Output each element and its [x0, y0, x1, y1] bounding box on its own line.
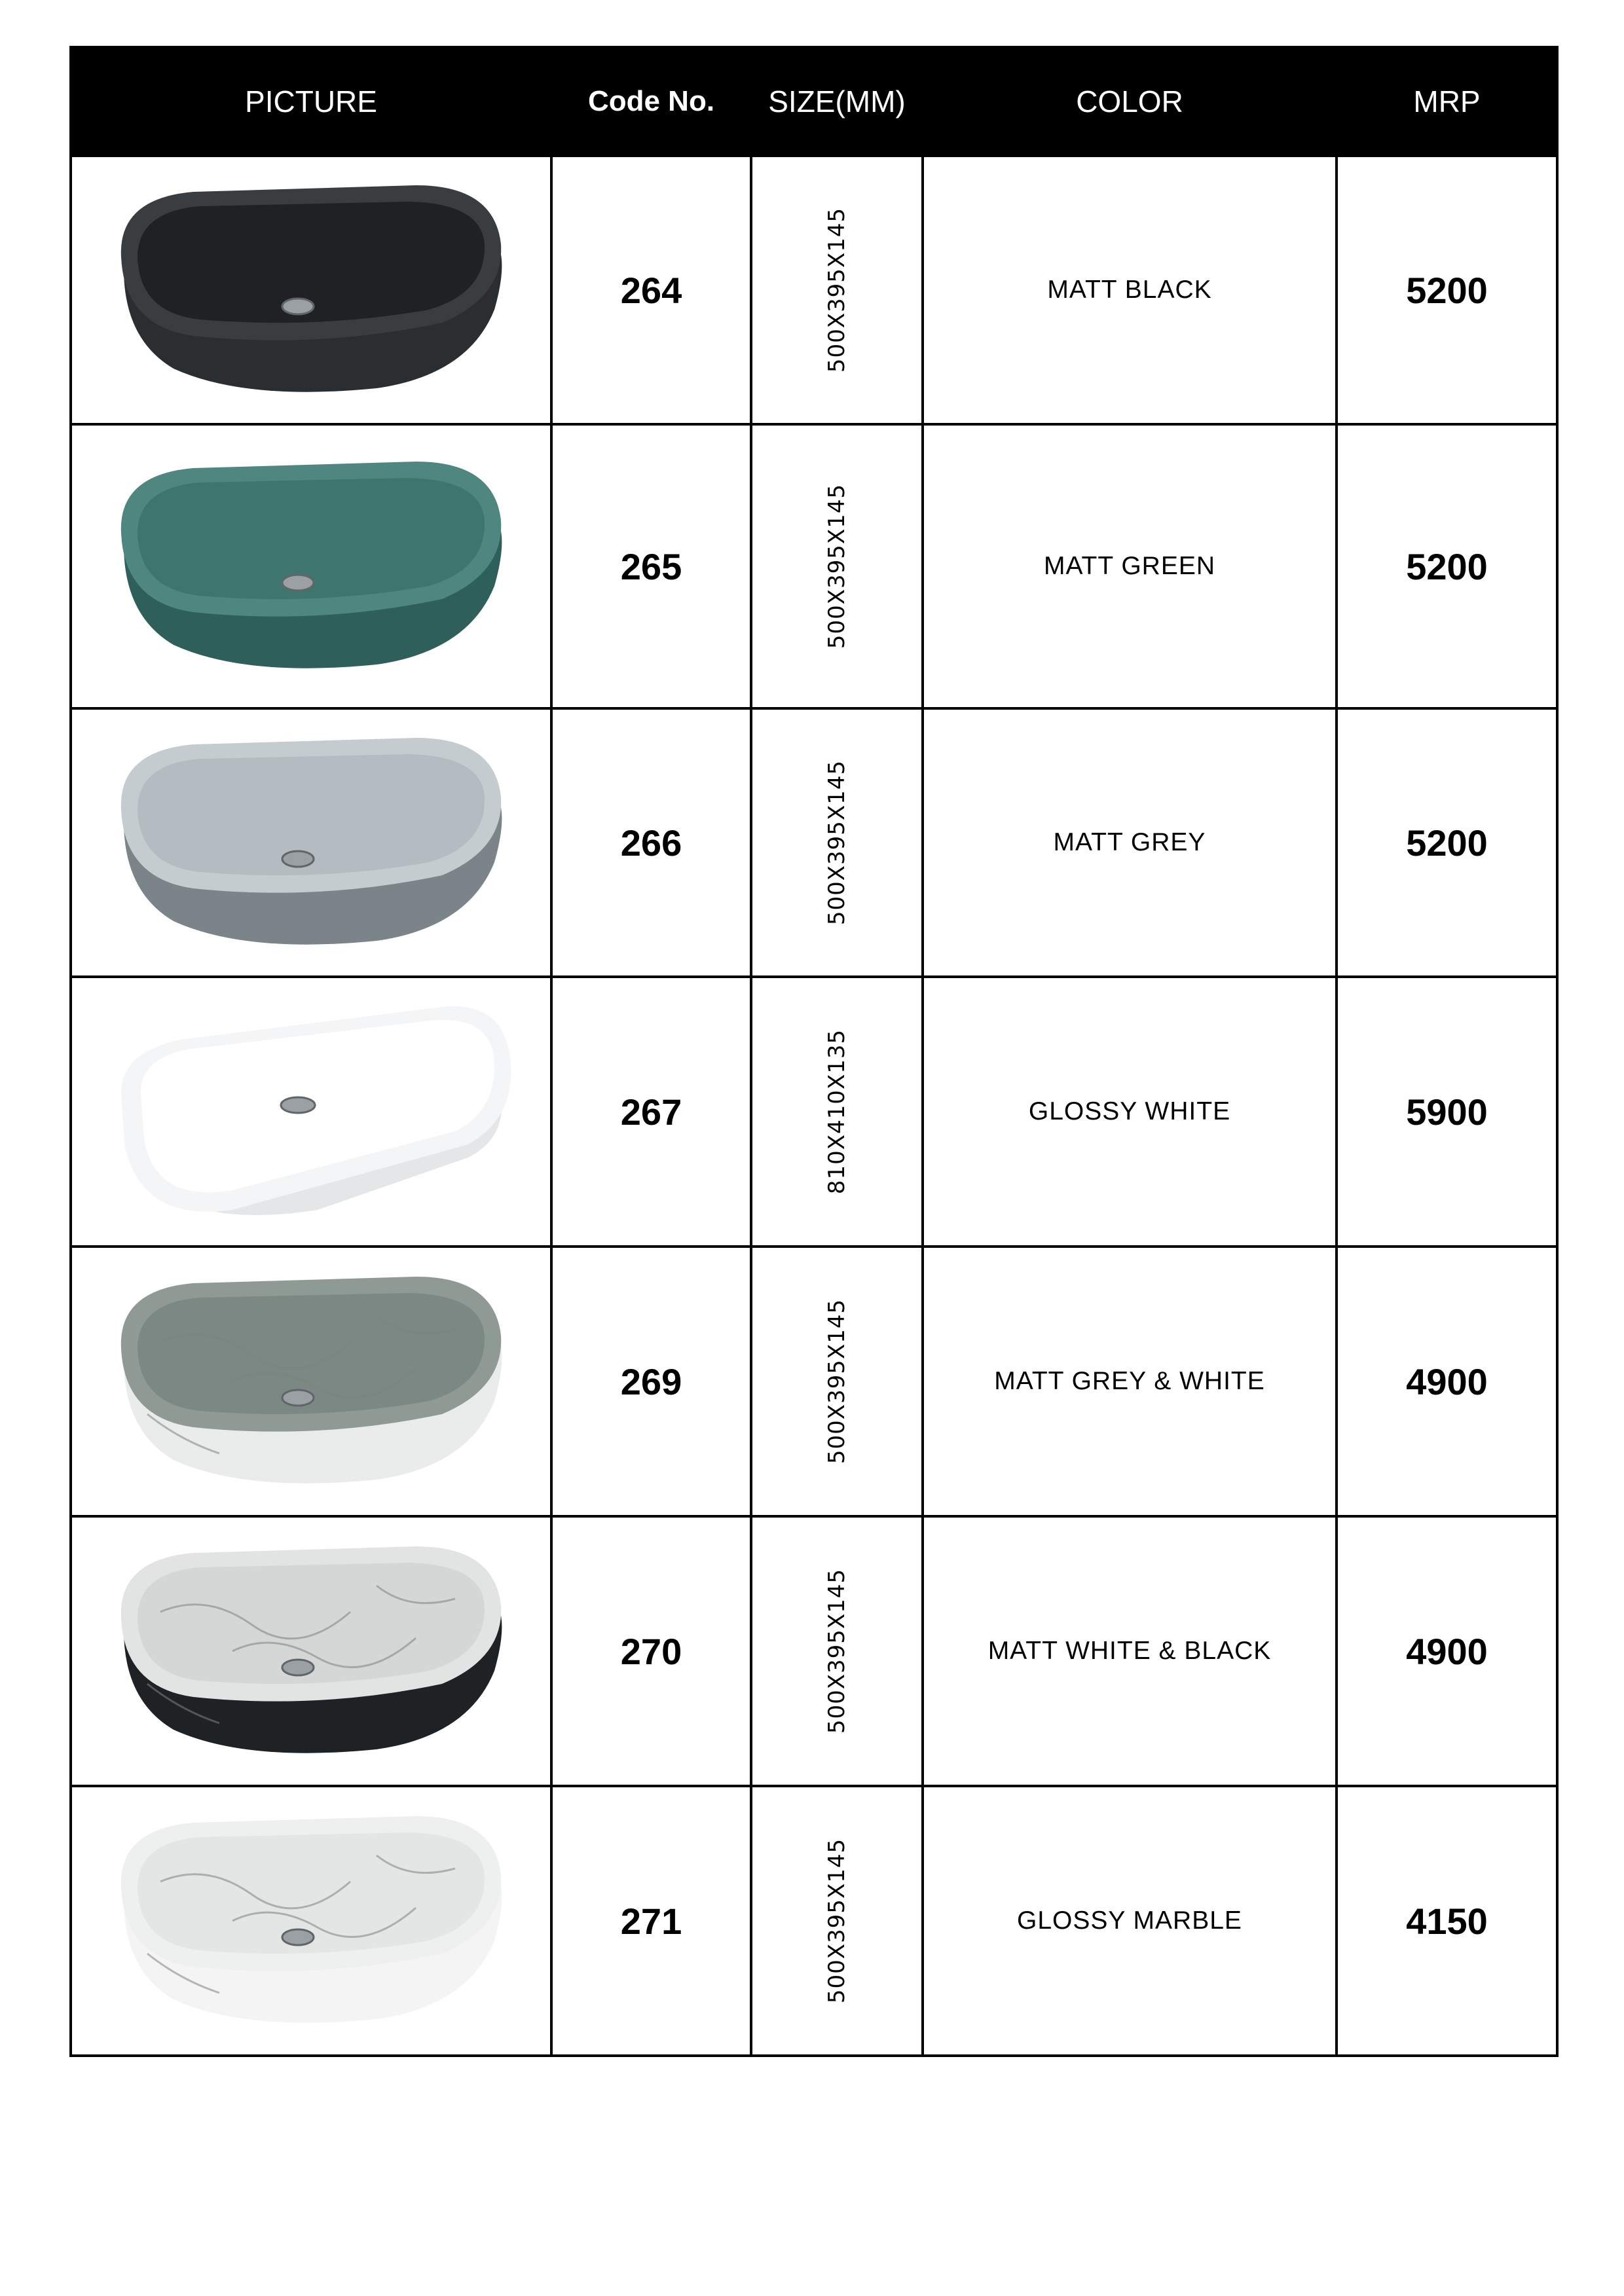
header-row [71, 47, 1557, 156]
table-row [71, 977, 1557, 1247]
mrp-price: 4900 [1337, 1516, 1557, 1786]
drain-hole [282, 299, 314, 314]
price-catalog-table [69, 46, 1559, 2057]
basin-white-black-icon [101, 1533, 521, 1769]
size-cell [751, 977, 923, 1247]
color-name: MATT WHITE & BLACK [923, 1516, 1337, 1786]
header-size: SIZE(MM) [751, 47, 923, 156]
basin-matt-green-icon [101, 448, 521, 684]
size-cell [751, 1786, 923, 2056]
drain-hole [282, 1929, 314, 1945]
size-dimensions: 500X395X145 [824, 1568, 850, 1734]
table-row [71, 1516, 1557, 1786]
picture-cell [71, 708, 551, 977]
basin-grey-white-icon [101, 1264, 521, 1499]
mrp-price: 5900 [1337, 977, 1557, 1247]
size-dimensions: 500X395X145 [824, 1298, 850, 1465]
header-picture: PICTURE [71, 47, 551, 156]
color-name: MATT GREY [923, 708, 1337, 977]
header-color: COLOR [923, 47, 1337, 156]
table-row [71, 708, 1557, 977]
size-dimensions: 500X395X145 [824, 759, 850, 926]
size-cell [751, 1247, 923, 1516]
size-cell [751, 156, 923, 424]
picture-cell [71, 424, 551, 708]
header-mrp: MRP [1337, 47, 1557, 156]
drain-hole [281, 1097, 315, 1113]
size-cell [751, 1516, 923, 1786]
color-name: MATT GREEN [923, 424, 1337, 708]
table-row [71, 156, 1557, 424]
code-number: 271 [551, 1786, 751, 2056]
picture-cell [71, 1516, 551, 1786]
size-dimensions: 500X395X145 [824, 1838, 850, 2004]
drain-hole [282, 1390, 314, 1406]
basin-matt-grey-icon [101, 725, 521, 960]
drain-hole [282, 1660, 314, 1675]
size-dimensions: 500X395X145 [824, 483, 850, 649]
size-cell [751, 424, 923, 708]
drain-hole [282, 575, 314, 591]
drain-hole [282, 851, 314, 867]
picture-cell [71, 1786, 551, 2056]
color-name: MATT GREY & WHITE [923, 1247, 1337, 1516]
code-number: 266 [551, 708, 751, 977]
code-number: 269 [551, 1247, 751, 1516]
color-name: MATT BLACK [923, 156, 1337, 424]
mrp-price: 5200 [1337, 156, 1557, 424]
picture-cell [71, 977, 551, 1247]
code-number: 267 [551, 977, 751, 1247]
mrp-price: 5200 [1337, 708, 1557, 977]
size-dimensions: 810X410X135 [824, 1029, 850, 1195]
mrp-price: 4900 [1337, 1247, 1557, 1516]
code-number: 264 [551, 156, 751, 424]
basin-glossy-white-icon [101, 994, 521, 1230]
basin-matt-black-icon [101, 172, 521, 408]
code-number: 265 [551, 424, 751, 708]
color-name: GLOSSY MARBLE [923, 1786, 1337, 2056]
mrp-price: 5200 [1337, 424, 1557, 708]
table-row [71, 424, 1557, 708]
color-name: GLOSSY WHITE [923, 977, 1337, 1247]
mrp-price: 4150 [1337, 1786, 1557, 2056]
code-number: 270 [551, 1516, 751, 1786]
table-row [71, 1247, 1557, 1516]
picture-cell [71, 1247, 551, 1516]
size-dimensions: 500X395X145 [824, 207, 850, 373]
table-row [71, 1786, 1557, 2056]
picture-cell [71, 156, 551, 424]
header-code: Code No. [551, 47, 751, 156]
basin-glossy-marble-icon [101, 1803, 521, 2039]
size-cell [751, 708, 923, 977]
